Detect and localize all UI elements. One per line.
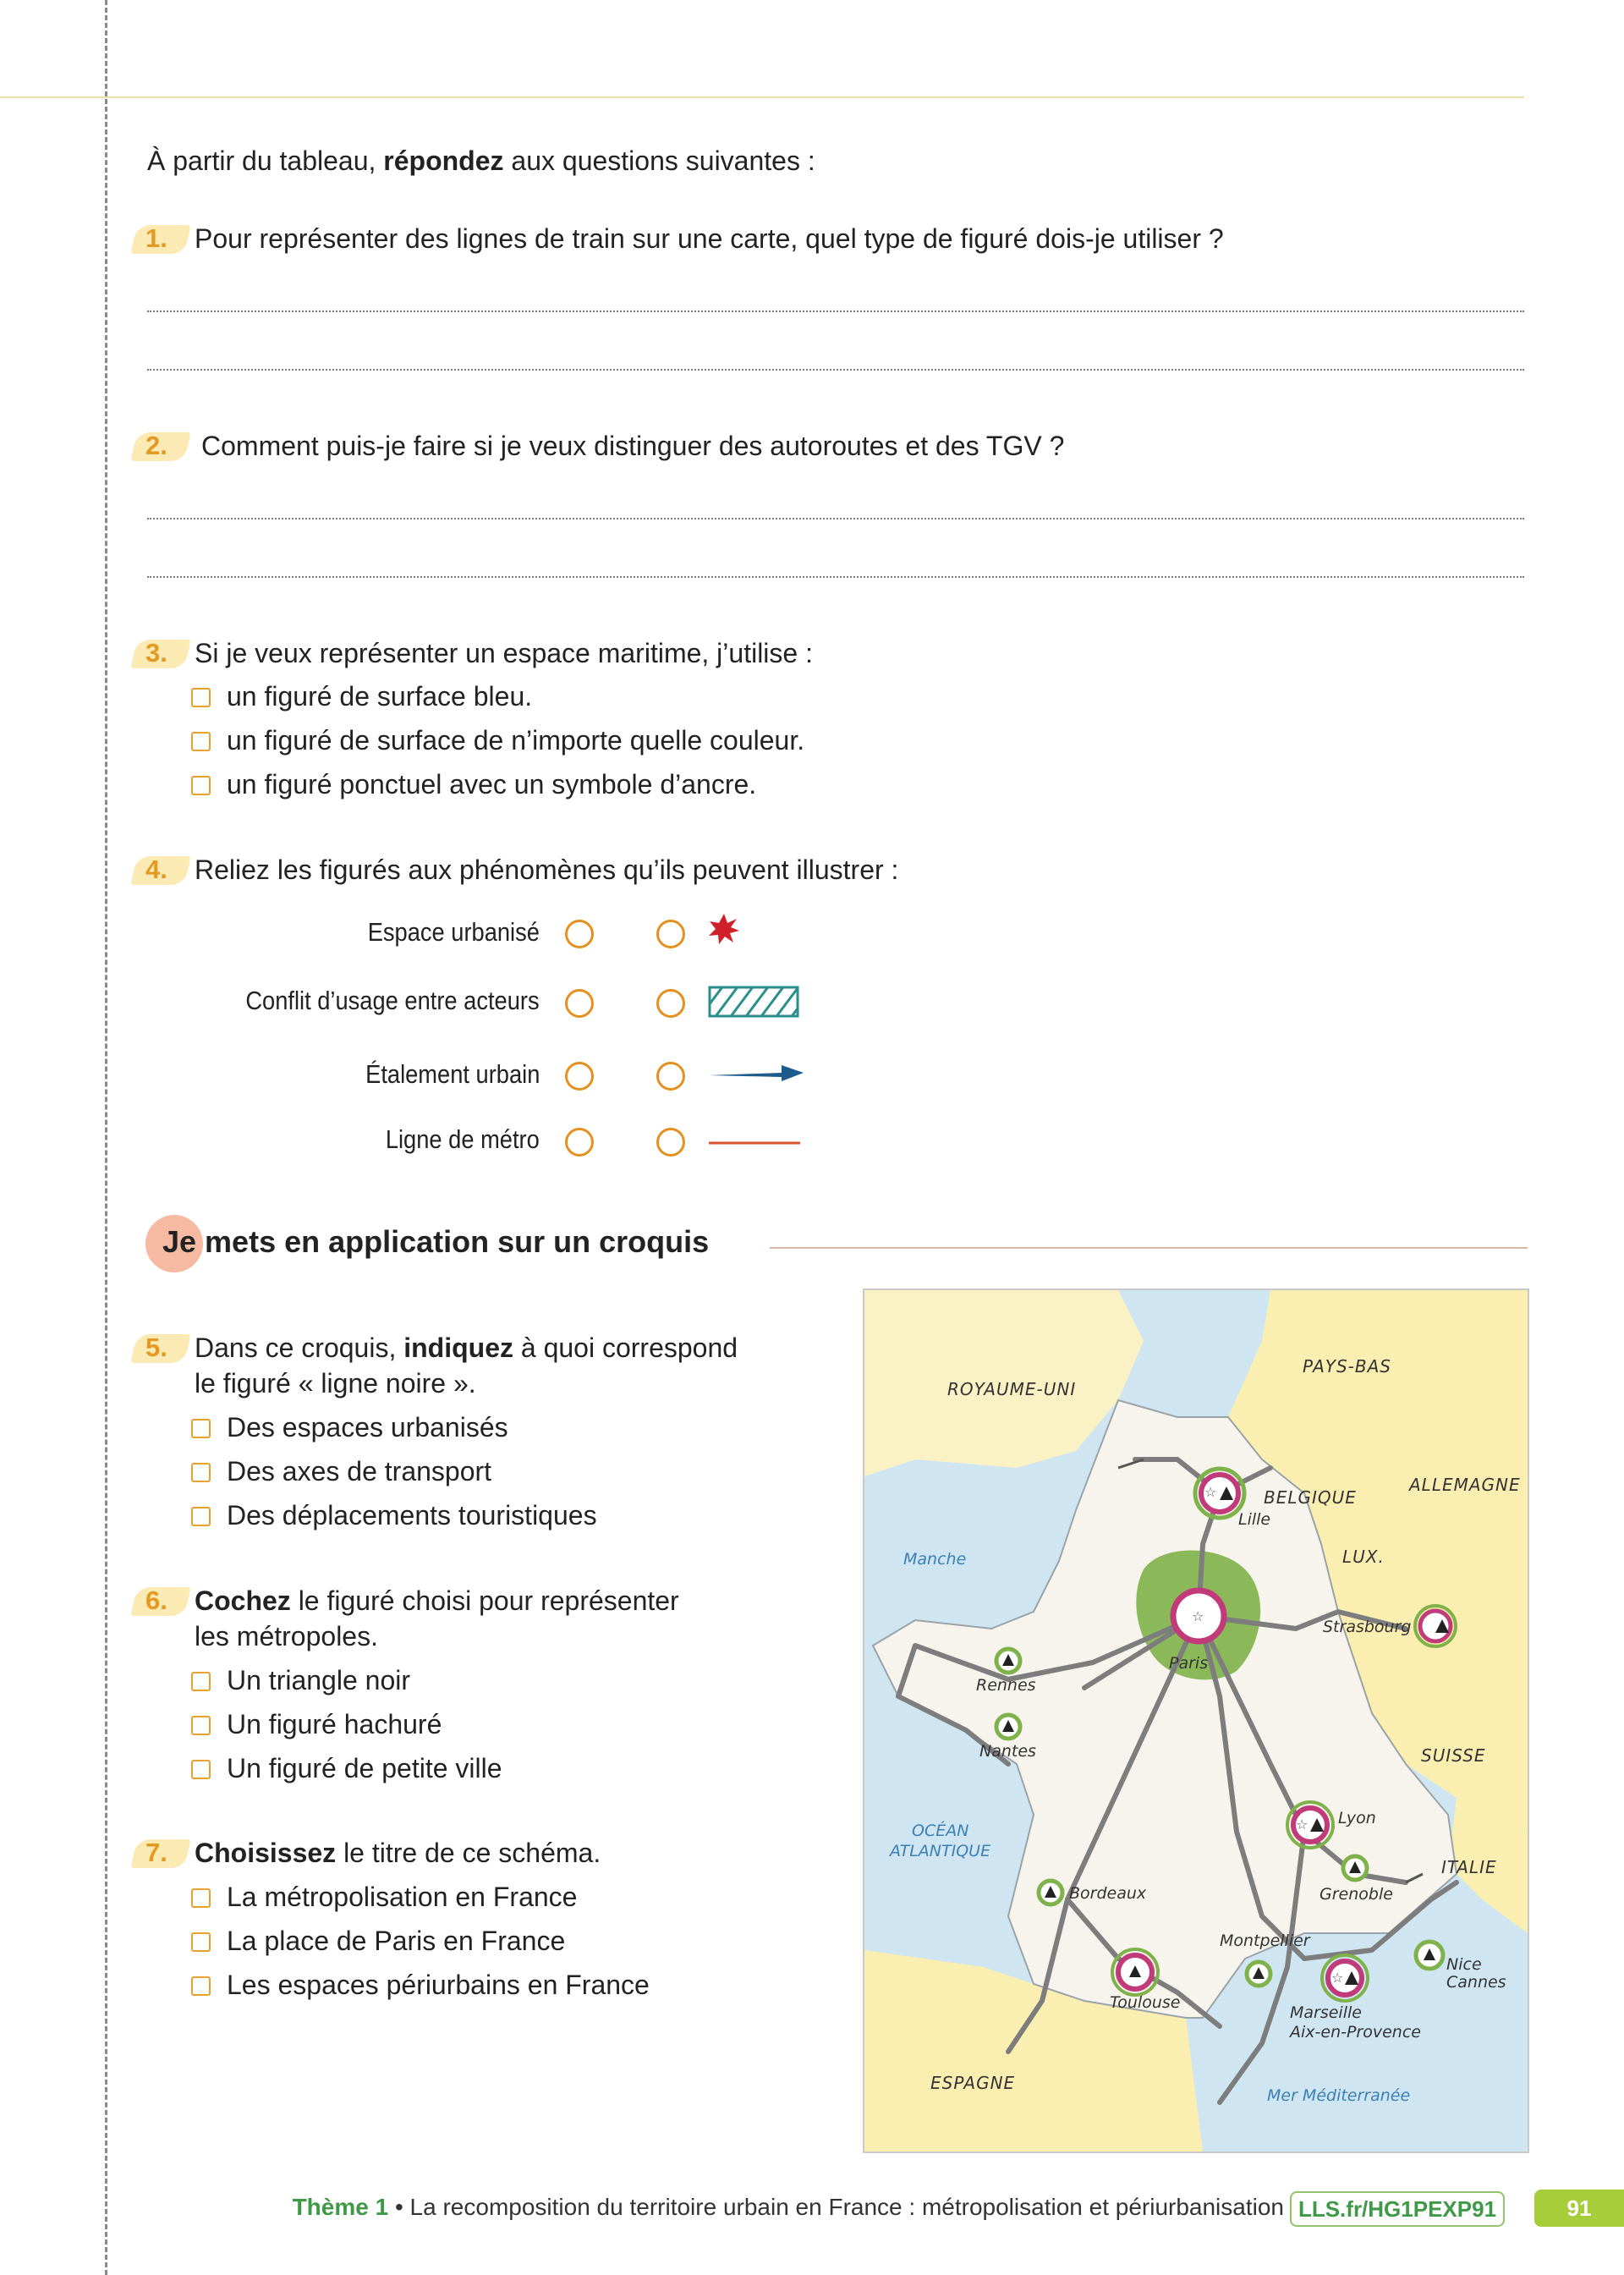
q4-right-circle-4[interactable]: [656, 1128, 685, 1157]
q7-option-2: La place de Paris en France: [227, 1926, 566, 1956]
q6-checkbox-1[interactable]: [191, 1672, 211, 1691]
footer-description: • La recomposition du territoire urbain en France : métropolisation et périurbanisation: [388, 2194, 1284, 2220]
svg-text:☆: ☆: [1204, 1484, 1217, 1500]
q2-text: Comment puis-je faire si je veux distinguer des autoroutes et des TGV ?: [201, 431, 1065, 461]
q6-line1: [195, 1584, 679, 1618]
map-city-lyon: Lyon: [1338, 1809, 1376, 1827]
q3-text: Si je veux représenter un espace maritime, j’utilise :: [195, 638, 813, 668]
q2-number: 2.: [145, 429, 167, 463]
map-city-nantes: Nantes: [979, 1742, 1036, 1761]
map-city-lille: Lille: [1238, 1510, 1271, 1529]
map-label-italie: ITALIE: [1441, 1857, 1497, 1877]
map-city-rennes: Rennes: [976, 1676, 1036, 1695]
map-label-belgique: BELGIQUE: [1264, 1487, 1357, 1508]
q6-option-3: Un figuré de petite ville: [227, 1753, 502, 1783]
q4-left-circle-3[interactable]: [565, 1062, 594, 1091]
q1-answer-line-2[interactable]: [147, 369, 1524, 371]
q2-answer-line-1[interactable]: [147, 518, 1524, 519]
map-label-allemagne: ALLEMAGNE: [1409, 1475, 1521, 1495]
footer-link[interactable]: LLS.fr/HG1PEXP91: [1290, 2191, 1505, 2227]
q7-option-1: La métropolisation en France: [227, 1882, 578, 1912]
svg-text:☆: ☆: [1296, 1816, 1309, 1833]
q1-answer-line-1[interactable]: [147, 310, 1524, 312]
map-city-strasbourg: Strasbourg: [1323, 1618, 1412, 1636]
q6-line1-bold: Cochez: [195, 1585, 291, 1616]
q5-line2: le figuré « ligne noire ».: [195, 1368, 476, 1399]
map-city-marseille: Marseille: [1290, 2003, 1362, 2022]
q5-option-2: Des axes de transport: [227, 1456, 492, 1486]
hatched-rectangle-icon: [707, 985, 800, 1019]
q3-checkbox-2[interactable]: [191, 732, 211, 751]
q3-number: 3.: [145, 636, 167, 670]
q5-checkbox-2[interactable]: [191, 1463, 211, 1482]
q5-line1-after: à quoi correspond: [513, 1333, 738, 1363]
q3-option-1: un figuré de surface bleu.: [227, 681, 533, 712]
q7-line1-bold: Choisissez: [195, 1838, 337, 1868]
red-line-icon: [707, 1139, 802, 1147]
q4-number: 4.: [145, 853, 167, 887]
map-city-grenoble: Grenoble: [1320, 1885, 1393, 1904]
page-margin-dashed-line: [105, 0, 107, 2275]
q4-left-label-2: Conflit d’usage entre acteurs: [245, 986, 540, 1015]
map-city-toulouse: Toulouse: [1110, 1993, 1181, 2012]
q6-checkbox-3[interactable]: [191, 1760, 211, 1779]
map-label-pays-bas: PAYS-BAS: [1303, 1356, 1391, 1377]
page-number: 91: [1534, 2190, 1624, 2227]
section-title: [162, 1224, 709, 1260]
top-rule: [0, 96, 1524, 98]
q5-checkbox-1[interactable]: [191, 1419, 211, 1438]
q5-line1: [195, 1331, 738, 1365]
map-label-royaume-uni: ROYAUME-UNI: [947, 1379, 1077, 1399]
q5-option-1: Des espaces urbanisés: [227, 1412, 508, 1442]
map-city-cannes: Cannes: [1446, 1973, 1506, 1992]
q4-left-label-3: Étalement urbain: [365, 1059, 540, 1089]
intro-text: [147, 144, 815, 178]
q7-option-3: Les espaces périurbains en France: [227, 1970, 650, 2000]
q2-answer-line-2[interactable]: [147, 576, 1524, 578]
q3-checkbox-3[interactable]: [191, 776, 211, 795]
q6-number: 6.: [145, 1584, 167, 1618]
q4-left-circle-2[interactable]: [565, 989, 594, 1018]
q4-left-circle-1[interactable]: [565, 920, 594, 948]
q6-checkbox-2[interactable]: [191, 1716, 211, 1735]
france-sketch-map: [863, 1289, 1529, 2153]
section-title-part1: Je: [162, 1224, 197, 1259]
svg-text:☆: ☆: [1192, 1608, 1204, 1624]
map-label-suisse: SUISSE: [1421, 1745, 1486, 1766]
map-label-espagne: ESPAGNE: [930, 2073, 1016, 2093]
map-label-mer-mediterranee: Mer Méditerranée: [1267, 2086, 1411, 2105]
q4-left-label-1: Espace urbanisé: [367, 917, 540, 947]
q4-right-circle-1[interactable]: [656, 920, 685, 948]
map-drawing: [864, 1290, 1528, 2151]
blue-arrow-icon: [707, 1061, 805, 1086]
q6-line1-after: le figuré choisi pour représenter: [290, 1585, 679, 1616]
red-star-icon: [707, 912, 741, 946]
q6-option-1: Un triangle noir: [227, 1665, 410, 1695]
section-rule: [770, 1247, 1528, 1249]
q6-line2: les métropoles.: [195, 1621, 378, 1651]
q1-number: 1.: [145, 222, 167, 256]
q4-right-circle-2[interactable]: [656, 989, 685, 1018]
map-city-bordeaux: Bordeaux: [1069, 1884, 1147, 1903]
q1-text: Pour représenter des lignes de train sur une carte, quel type de figuré dois-je utiliser ?: [195, 223, 1224, 254]
q3-checkbox-1[interactable]: [191, 688, 211, 707]
q3-option-3: un figuré ponctuel avec un symbole d’ancre.: [227, 769, 757, 800]
map-label-lux: LUX.: [1342, 1547, 1385, 1567]
q5-option-3: Des déplacements touristiques: [227, 1500, 597, 1530]
svg-text:☆: ☆: [1331, 1970, 1344, 1986]
q7-checkbox-1[interactable]: [191, 1888, 211, 1908]
intro-bold: répondez: [383, 146, 504, 176]
q3-option-2: un figuré de surface de n’importe quelle couleur.: [227, 725, 805, 756]
map-city-paris: Paris: [1169, 1654, 1209, 1673]
q5-number: 5.: [145, 1331, 167, 1365]
q4-text: Reliez les figurés aux phénomènes qu’ils peuvent illustrer :: [195, 854, 899, 885]
q4-left-label-4: Ligne de métro: [386, 1124, 540, 1154]
map-city-aix-en-provence: Aix-en-Provence: [1290, 2023, 1421, 2041]
section-title-part2: mets en application sur un croquis: [196, 1224, 710, 1259]
q7-line1: [195, 1836, 601, 1870]
map-label-atlantique: ATLANTIQUE: [890, 1842, 991, 1860]
footer-theme: Thème 1: [292, 2194, 389, 2220]
q4-left-circle-4[interactable]: [565, 1128, 594, 1157]
q5-line1-before: Dans ce croquis,: [195, 1333, 404, 1363]
q5-line1-bold: indiquez: [403, 1333, 513, 1363]
map-city-nice: Nice: [1446, 1955, 1482, 1974]
q4-right-circle-3[interactable]: [656, 1062, 685, 1091]
q7-checkbox-2[interactable]: [191, 1932, 211, 1952]
q6-option-2: Un figuré hachuré: [227, 1709, 442, 1739]
map-label-manche: Manche: [903, 1550, 967, 1569]
q7-number: 7.: [145, 1836, 167, 1870]
q5-checkbox-3[interactable]: [191, 1507, 211, 1526]
intro-before: À partir du tableau,: [147, 146, 384, 176]
footer-text: [293, 2192, 1284, 2223]
q7-line1-after: le titre de ce schéma.: [336, 1838, 601, 1868]
map-label-ocean: OCÉAN: [912, 1822, 969, 1840]
intro-after: aux questions suivantes :: [503, 146, 815, 176]
map-city-montpellier: Montpellier: [1220, 1932, 1310, 1950]
q7-checkbox-3[interactable]: [191, 1976, 211, 1996]
